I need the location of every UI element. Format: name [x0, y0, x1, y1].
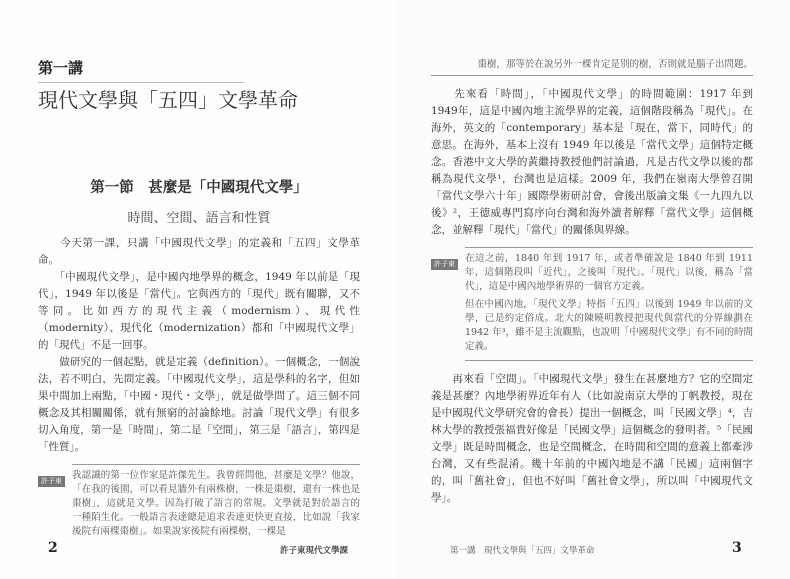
- body-line: 義是甚麼？內地學術界近年有人（比如說南京大學的丁帆教授，現在: [431, 390, 753, 402]
- body-line: 今天第一課，只講「中國現代文學」的定義和「五四」文學革命。: [38, 237, 360, 266]
- note-line: 說，「在我的後園，可以看見牆外有兩株樹，一株是棗樹，還有一: [72, 470, 360, 495]
- chapter-title: 現代文學與「五四」文學革命: [38, 88, 298, 112]
- note-line: 在這之前，1840 年到 1917 年，或者準確說是 1840 年到 1911: [465, 253, 753, 264]
- note-line: 代」，這是中國內地學術界的一個官方定義。: [465, 281, 651, 292]
- body-line: 文學」既是時間概念，也是空間概念，在時間和空間的意義上都牽涉: [431, 441, 753, 453]
- note-content: [465, 247, 753, 361]
- body-line: 間加上兩點，「中國・現代・文學」，就是做學問了。這三個不同概念: [38, 390, 361, 419]
- right-page: [395, 0, 790, 579]
- body-line: 威專門寫序向台灣和海外讀者解釋「當代文學」這個概念，並解釋「現: [431, 207, 754, 236]
- note-line: 於語言的一種陌生化。一般語言表達總是追求表達更快更直接，: [72, 498, 360, 523]
- note-paragraph: [72, 469, 360, 539]
- note-content: [72, 464, 360, 543]
- left-column: [38, 58, 360, 543]
- note-continuation: 棗樹，那等於在說另外一棵肯定是別的樹，否則就是腦子出問題。: [431, 58, 753, 76]
- body-line: 叫「舊社會」，但也不好叫「舊社會文學」，所以叫「中國現代文學」。: [431, 475, 754, 504]
- paragraph: [431, 371, 753, 507]
- body-line: 同。比如西方的現代主義（modernism）、現代性（modernity）、現代化: [38, 305, 361, 334]
- body-line: 林大學的教授張福貴好像是「民國文學」這個概念的發明者。⁵「民國: [431, 424, 753, 436]
- body-line: 再來看「空間」。「中國現代文學」發生在甚麼地方？它的空間定: [431, 373, 753, 385]
- body-line: 及其相關關係，就有無窮的討論餘地。討論「現代文學」有很多切入: [38, 407, 361, 436]
- note-line: 比如說「我家後院有兩棵棗樹」。如果說家後院有兩棵樹，一棵是: [72, 512, 360, 537]
- page-number: 3: [732, 540, 742, 556]
- body-line: 大學的黃繼持教授他們討論過，凡是古代文學以後的都稱為現代文: [431, 156, 754, 185]
- page-number: 2: [48, 540, 58, 556]
- body-line: 學¹，台灣也是這樣。2009 年，我們在嶺南大學曾召開「當代文學: [431, 173, 753, 202]
- body-line: 六十年」國際學術研討會，會後出版論文集《一九四九以後》²，王德: [431, 190, 754, 219]
- note-paragraph: [465, 298, 753, 354]
- note-line: 株也是棗樹」，這就是文學。因為打破了語言的常規。文學就是對: [72, 484, 360, 509]
- body-line: 代」，1949 年以後是「當代」。它與西方的「現代」既有關聯，又不等: [38, 288, 360, 317]
- note-line: 但在中國內地，「現代文學」特指「五四」以後到 1949 年以前的: [465, 299, 744, 310]
- body-line: 先來看「時間」，「中國現代文學」的時間範圍：1917 年到 1949: [431, 88, 753, 117]
- right-column: [431, 58, 753, 507]
- lecture-label: 第一講: [38, 59, 84, 77]
- body-line: 「中國現代文學」，是中國內地學界的概念，1949 年以前是「現: [38, 271, 360, 283]
- paragraph: [431, 86, 753, 239]
- paragraph: [38, 269, 360, 354]
- body-line: 若不明白，先問定義。「中國現代文學」，這是學科的名字，但如果中: [38, 373, 361, 402]
- body-text-2: [431, 371, 753, 507]
- note-tag: 許子東: [38, 476, 65, 487]
- note-line: 文學，已是約定俗成。北大的陳曉明教授把現代與當代的分界線: [465, 299, 753, 324]
- note-tag: 許子東: [431, 259, 458, 270]
- body-text-1: [431, 86, 753, 239]
- subsection-title: 時間、空間、語言和性質: [127, 211, 271, 226]
- body-text: [38, 235, 360, 456]
- margin-note: [431, 247, 753, 361]
- note-line: 年，這個階段叫「近代」，之後叫「現代」。「現代」以後，稱為「當: [465, 267, 753, 278]
- body-line: （modernization）都和「中國現代文學」的「現代」不是一回事。: [38, 322, 360, 351]
- title-rule: [38, 82, 244, 83]
- body-line: 代」「當代」的關係與界線。: [504, 224, 636, 236]
- body-line: 做研究的一個起點，就是定義（definition）。一個概念，一個說法，: [38, 356, 360, 385]
- body-line: 角度，第一是「時間」，第二是「空間」，第三是「語言」，第四是「性質」。: [38, 424, 361, 453]
- body-line: 外，基本上沒有 1949 年以後是「當代文學」這個特定概念。香港中文: [431, 139, 754, 168]
- note-line: 我認識的第一位作家是許傑先生。我曾經問他，甚麼是文學？他: [72, 470, 341, 481]
- paragraph: [38, 354, 360, 456]
- running-footer: 許子東現代文學課: [280, 546, 349, 556]
- body-line: 台灣，又有些混淆。幾十年前的中國內地是不講「民國」這兩個字的，: [431, 458, 753, 487]
- note-paragraph: [465, 252, 753, 294]
- body-line: 是中國現代文學研究會的會長）提出一個概念，叫「民國文學」⁴，吉: [431, 407, 753, 419]
- running-footer: 第一講 現代文學與「五四」文學革命: [450, 546, 595, 556]
- note-line: 同的時間定義。: [465, 327, 753, 352]
- body-line: 英文的「contemporary」基本是「現在，當下，同時代」的意思。在海: [431, 122, 753, 151]
- margin-note: [38, 464, 360, 543]
- body-line: 年，這是中國內地主流學界的定義，這個階段稱為「現代」。在海外，: [431, 105, 753, 134]
- note-line: 劃在 1942 年³，雖不是主流觀點，也說明「中國現代文學」有不: [465, 313, 753, 338]
- paragraph: [38, 235, 360, 269]
- section-title: 第一節 甚麼是「中國現代文學」: [90, 179, 308, 196]
